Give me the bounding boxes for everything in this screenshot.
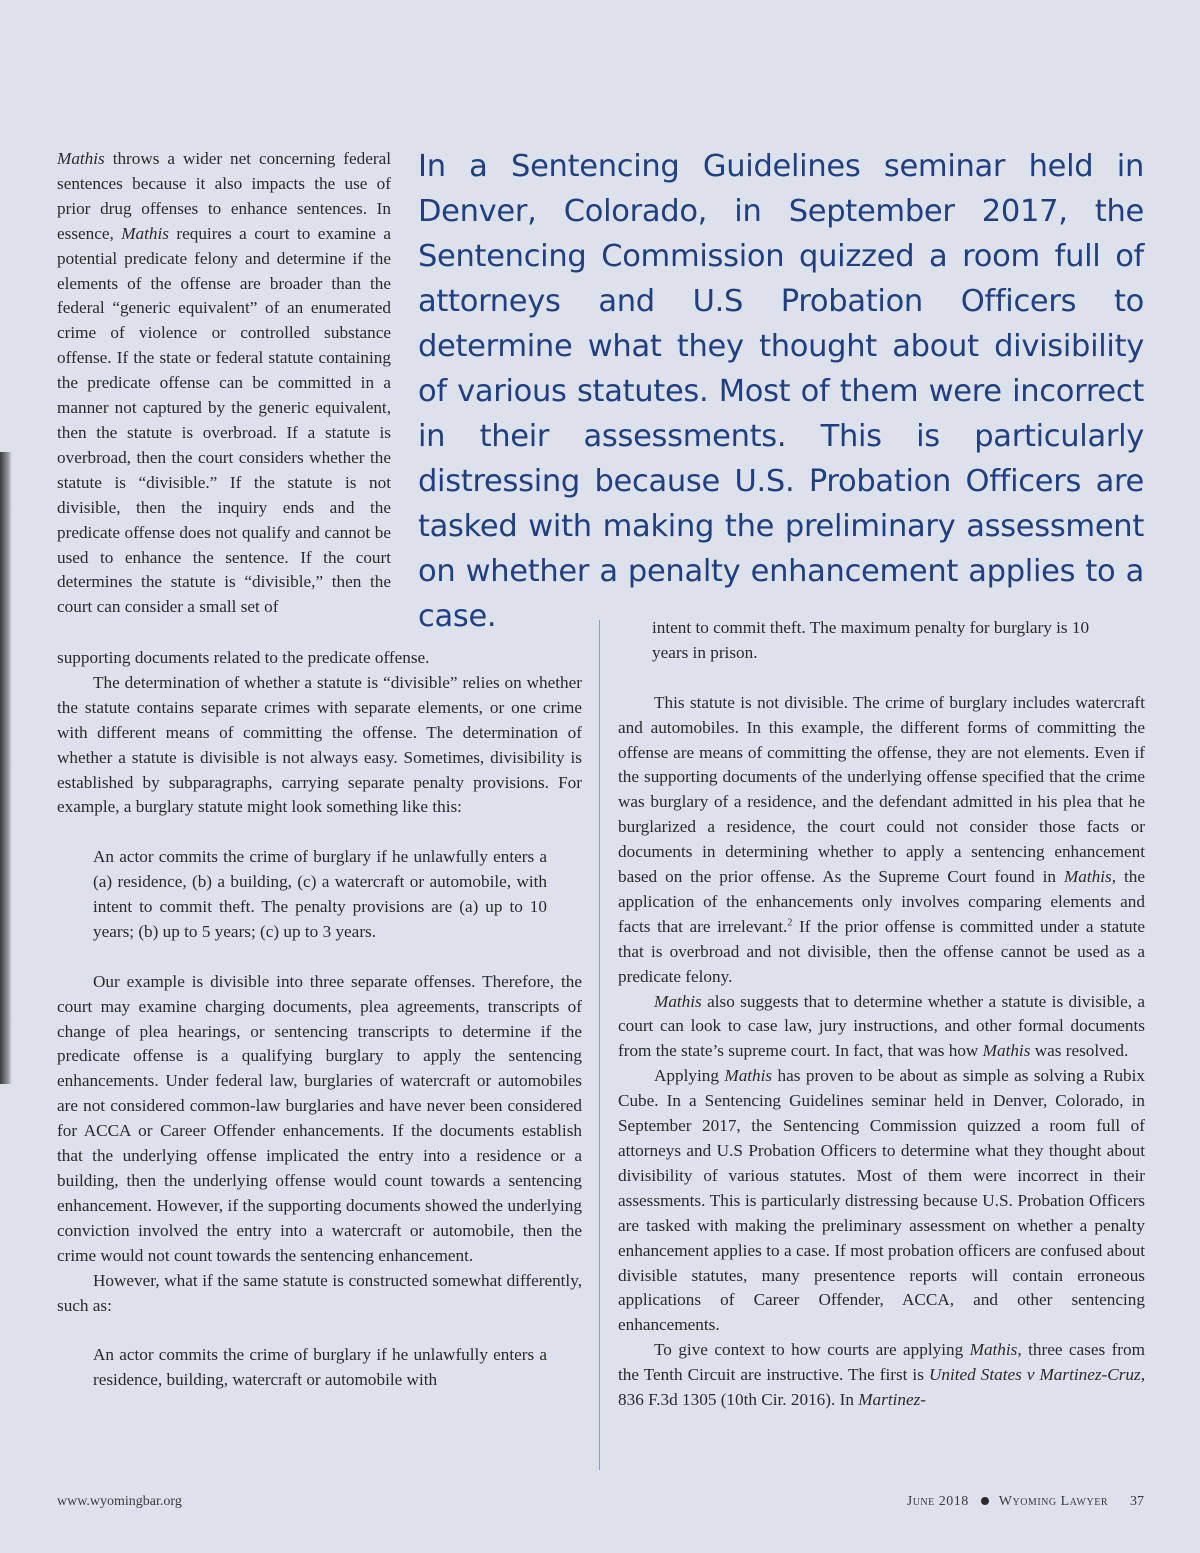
text-run: requires a court to examine a potential predicate felony and determine if the elements of the offense are broader than the federal “generic equivalent” of an enumerated crime of violence or controlled substance offense. If the state or federal statute containing the predicate offense can be committed in a manner not captured by the generic equivalent, then the statute is overbroad. If a statute is overbroad, then the court considers whether the statute is “divisible.” If the statute is not divisible, then the inquiry ends and the predicate offense does not qualify and cannot be used to enhance the sentence. If the court determines the statute is “divisible,” then the court can consider a small set of <box>57 223 391 617</box>
right-column <box>618 616 1145 1413</box>
footer-url: www.wyomingbar.org <box>57 1494 182 1509</box>
italic-text: Mathis <box>969 1340 1018 1360</box>
block-quote-statute-2-end: intent to commit theft. The maximum penalty for burglary is 10 years in prison. <box>652 618 1090 662</box>
footer-publication: Wyoming Lawyer <box>998 1494 1108 1509</box>
paragraph-continuation: supporting documents related to the predicate offense. <box>57 648 430 667</box>
text-run: This statute is not divisible. The crime of burglary includes watercraft and automobiles. In this example, the different forms of committing the offense are means of committing the offense, they are not elements. Even if the supporting documents of the underlying offense specified that the crime was burglary of a residence, and the defendant admitted in his plea that he burglarized a residence, the court could not consider those facts or documents in determining whether to apply a sentencing enhancement based on the prior offense. As the Supreme Court found in <box>618 692 1145 887</box>
text-run: To give context to how courts are applying <box>654 1340 970 1360</box>
italic-text: Mathis <box>1063 867 1112 887</box>
paragraph-mathis-intro <box>57 147 391 620</box>
page-edge-shadow <box>0 452 12 1084</box>
text-run: , three cases from the Tenth Circuit are instructive. The first is <box>618 1340 1145 1385</box>
paragraph-divisible: The determination of whether a statute is “divisible” relies on whether the statute contains separate crimes with separate elements, or one crime with different means of committing the offense. The determination of whether a statute is divisible is not always easy. Sometimes, divisibility is established by subparagraphs, carrying separate penalty provisions. For example, a burglary statute might look something like this: <box>57 672 582 817</box>
text-run: also suggests that to determine whether a statute is divisible, a court can look to case law, jury instructions, and other formal documents from the state’s supreme court. In fact, that was how <box>618 991 1145 1061</box>
text-run: If the prior offense is committed under a statute that is overbroad and not divisible, then the offense cannot be used as a predicate felony. <box>618 916 1145 986</box>
italic-text: Mathis <box>121 223 169 243</box>
paragraph-mathis-suggests <box>618 990 1145 1065</box>
pull-quote-text: In a Sentencing Guidelines seminar held in Denver, Colorado, in September 2017, the Sentencing Commission quizzed a room full of attorneys and U.S Probation Officers to determine what they thought about divisibility of various statutes. Most of them were incorrect in their assessments. This is particularly distressing because U.S. Probation Officers are tasked with making the preliminary assessment on whether a penalty enhancement applies to a case. <box>418 149 1144 634</box>
text-run: has proven to be about as simple as solving a Rubix Cube. In a Sentencing Guidelines seminar held in Denver, Colorado, in September 2017, the Sentencing Commission quizzed a room full of attorneys and U.S Probation Officers to determine what they thought about divisibility of various statutes. Most of them were incorrect in their assessments. This is particularly distressing because U.S. Probation Officers are tasked with making the preliminary assessment on whether a penalty enhancement applies to a case. If most probation officers are confused about divisible statutes, many presentence reports will contain erroneous applications of Career Offender, ACCA, and other sentencing enhancements. <box>618 1066 1145 1335</box>
italic-text: Martinez- <box>858 1390 927 1410</box>
text-run: was resolved. <box>1030 1041 1129 1061</box>
left-column-top <box>57 147 391 620</box>
block-quote-statute-2-start: An actor commits the crime of burglary if he unlawfully enters a residence, building, watercraft or automobile with <box>93 1345 547 1390</box>
pull-quote <box>418 144 1144 639</box>
text-run: , the application of the enhancements only involves comparing elements and facts that are irrelevant. <box>618 867 1145 936</box>
footer-issue-date: June 2018 <box>906 1494 969 1509</box>
text-run: Applying <box>654 1066 725 1086</box>
paragraph-context <box>618 1338 1145 1413</box>
text-run: throws a wider net concerning federal sentences because it also impacts the use of prior drug offenses to enhance sentences. In essence, <box>57 149 391 243</box>
column-divider <box>599 620 600 1470</box>
bullet-separator-icon <box>981 1497 989 1505</box>
italic-text: Mathis <box>724 1066 773 1086</box>
footnote-ref: 2 <box>787 917 793 929</box>
block-quote-statute-1: An actor commits the crime of burglary if he unlawfully enters a (a) residence, (b) a building, (c) a watercraft or automobile, with intent to commit theft. The penalty provisions are (a) up to 10 years; (b) up to 5 years; (c) up to 3 years. <box>93 847 547 941</box>
italic-text: Mathis <box>654 991 702 1011</box>
paragraph-applying-mathis <box>618 1064 1145 1338</box>
text-run: , 836 F.3d 1305 (10th Cir. 2016). In <box>618 1365 1146 1410</box>
paragraph-not-divisible <box>618 691 1145 990</box>
italic-text: Mathis <box>982 1041 1031 1061</box>
footer-issue-info <box>907 1494 1144 1510</box>
left-column-bottom <box>57 646 582 1393</box>
page-number: 37 <box>1130 1494 1144 1509</box>
italic-text: United States v Martinez-Cruz <box>928 1365 1141 1385</box>
paragraph-however: However, what if the same statute is constructed somewhat differently, such as: <box>57 1270 582 1315</box>
italic-text: Mathis <box>57 149 105 168</box>
paragraph-example: Our example is divisible into three separate offenses. Therefore, the court may examine charging documents, plea agreements, transcripts of change of plea hearings, or sentencing transcripts to determine if the predicate offense is a qualifying burglary to apply the sentencing enhancements. Under federal law, burglaries of watercraft or automobiles are not considered common-law burglaries and have never been considered for ACCA or Career Offender enhancements. If the documents establish that the underlying offense implicated the entry into a residence or a building, then the underlying offense would count towards a sentencing enhancement. However, if the supporting documents showed the underlying conviction involved the entry into a watercraft or automobile, then the crime would not count towards the sentencing enhancement. <box>57 971 582 1265</box>
